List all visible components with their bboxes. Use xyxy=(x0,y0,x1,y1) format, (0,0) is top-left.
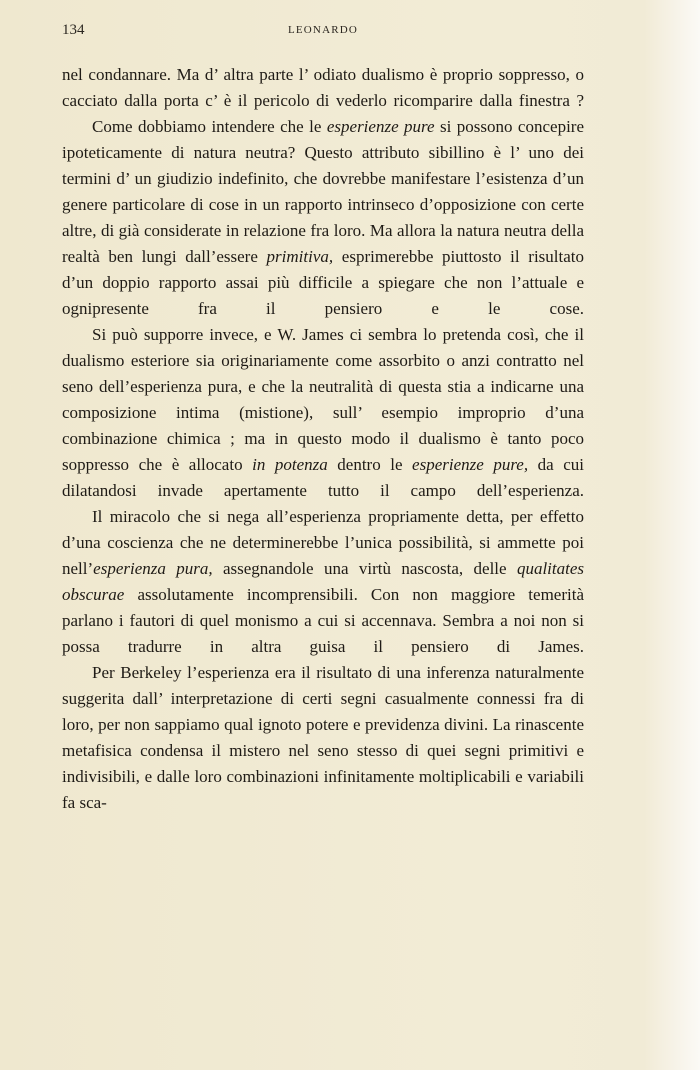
italic-term: esperienze pure xyxy=(326,117,435,136)
italic-term: in potenza xyxy=(252,455,328,474)
paragraph: nel condannare. Ma d’ altra parte l’ odiato dualismo è proprio soppresso, o cacciato dalla porta c’ è il pericolo di vederlo ricomparire dalla finestra ? xyxy=(62,65,584,110)
paragraph: Il miracolo che si nega all’esperienza propriamente detta, per effetto d’una coscienza che ne determinerebbe l’unica possibilità, si ammette poi nell’esperienza pura, assegnandole una virtù nascosta, delle qualitates obscurae assolutamente incomprensibili. Con non maggiore temerità parlano i fautori di quel monismo a cui si accennava. Sembra a noi non si possa tradurre in altra guisa il pensiero di James. xyxy=(62,507,584,656)
italic-term: esperienza pura, xyxy=(93,559,213,578)
body-text xyxy=(62,62,584,816)
running-title: LEONARDO xyxy=(287,24,359,36)
paragraph: Si può supporre invece, e W. James ci sembra lo pretenda così, che il dualismo esteriore sia originariamente come assorbito o anzi contratto nel seno dell’esperienza pura, e che la neutralità di questa stia a indicarne una composizione intima (mistione), sull’ esempio improprio d’una combinazione chimica ; ma in questo modo il dualismo è tanto poco soppresso che è allocato in potenza dentro le esperienze pure, da cui dilatandosi invade apertamente tutto il campo dell’esperienza. xyxy=(62,325,584,500)
italic-term: qualitates obscurae xyxy=(62,559,584,604)
paragraph: Per Berkeley l’esperienza era il risultato di una inferenza naturalmente suggerita dall’ interpretazione di certi segni casualmente connessi fra di loro, per non sappiamo qual ignoto potere e previdenza divini. La rinascente metafisica condensa il mistero nel seno stesso di quei segni primitivi e indivisibili, e dalle loro combinazioni infinitamente moltiplicabili e variabili fa sca- xyxy=(62,663,584,812)
page-header xyxy=(62,22,584,42)
italic-term: primitiva, xyxy=(266,247,334,266)
paragraph: Come dobbiamo intendere che le esperienze pure si possono concepire ipoteticamente di natura neutra? Questo attributo sibillino è l’ uno dei termini d’ un giudizio indefinito, che dovrebbe manifestare l’esistenza d’un genere particolare di cose in un rapporto intrinseco d’opposizione con certe altre, di già considerate in relazione fra loro. Ma allora la natura neutra della realtà ben lungi dall’essere primitiva, esprimerebbe piuttosto il risultato d’un doppio rapporto assai più difficile a spiegare che non l’attuale e ognipresente fra il pensiero e le cose. xyxy=(62,117,585,318)
italic-term: esperienze pure, xyxy=(412,455,529,474)
page-number: 134 xyxy=(62,22,85,38)
